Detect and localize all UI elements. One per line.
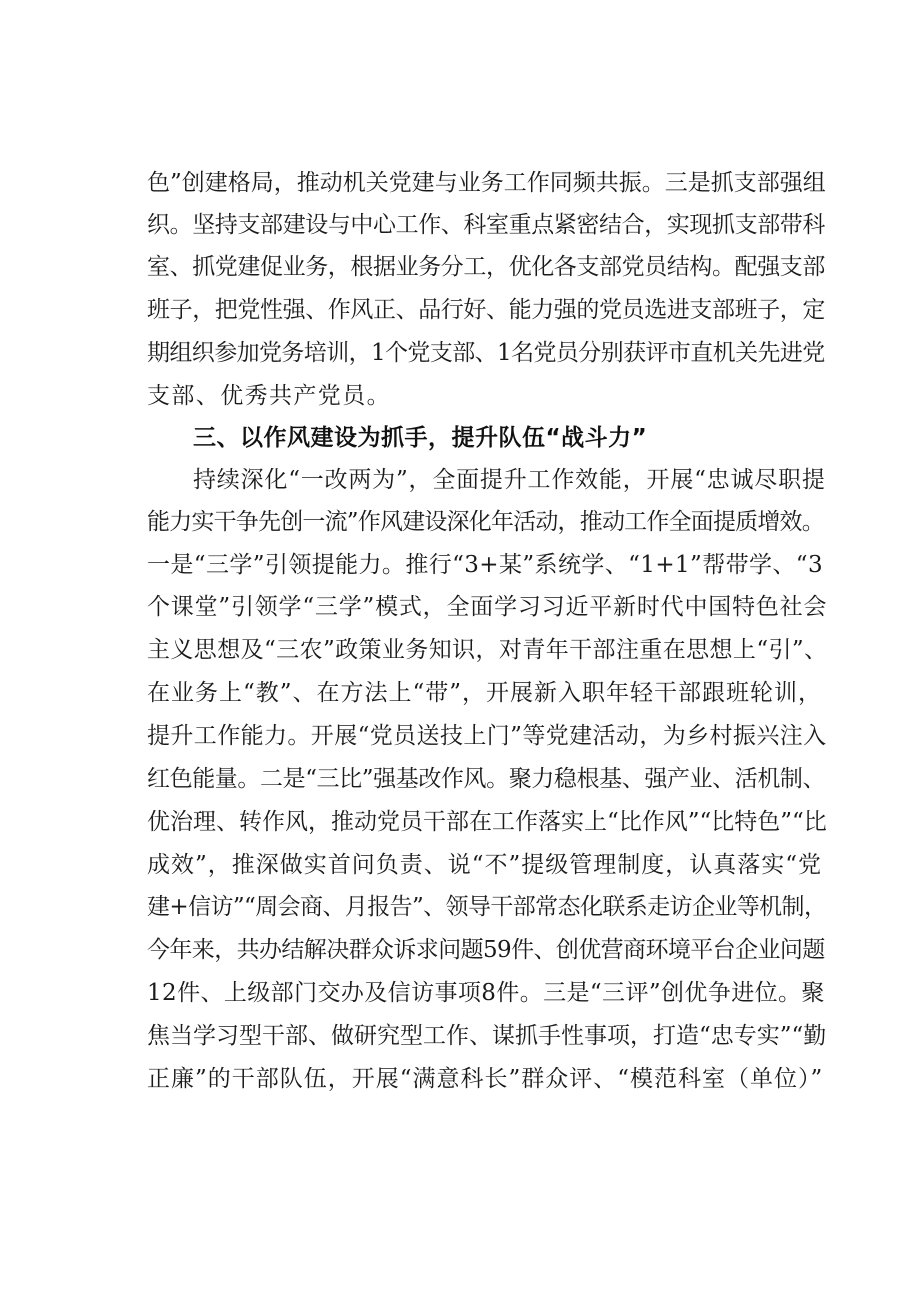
text-line: 织。坚持支部建设与中心工作、科室重点紧密结合，实现抓支部带科 [147, 212, 826, 238]
text-line: 在业务上“教”、在方法上“带”，开展新入职年轻干部跟班轮训， [147, 680, 823, 706]
text-line: 色”创建格局，推动机关党建与业务工作同频共振。三是抓支部强组 [147, 170, 826, 196]
text-line: 提升工作能力。开展“党员送技上门”等党建活动，为乡村振兴注入 [147, 723, 827, 749]
section-heading: 三、以作风建设为抓手，提升队伍“战斗力” [193, 425, 648, 451]
text-line: 优治理、转作风，推动党员干部在工作落实上“比作风”“比特色”“比 [147, 809, 827, 835]
text-line: 能力实干争先创一流”作风建设深化年活动，推动工作全面提质增效。 [147, 509, 824, 535]
text-line: 红色能量。二是“三比”强基改作风。聚力稳根基、强产业、活机制、 [147, 766, 826, 792]
text-line: 持续深化“一改两为”，全面提升工作效能，开展“忠诚尽职提 [193, 467, 826, 493]
text-line: 今年来，共办结解决群众诉求问题59件、创优营商环境平台企业问题 [147, 937, 825, 963]
text-line: 个课堂”引领学“三学”模式，全面学习习近平新时代中国特色社会 [147, 594, 828, 620]
text-line: 焦当学习型干部、做研究型工作、谋抓手性事项，打造“忠专实”“勤 [147, 1023, 827, 1049]
text-line: 室、抓党建促业务，根据业务分工，优化各支部党员结构。配强支部 [147, 254, 826, 280]
text-line: 期组织参加党务培训，1个党支部、1名党员分别获评市直机关先进党 [147, 340, 825, 366]
text-line: 正廉”的干部队伍，开展“满意科长”群众评、“模范科室（单位）” [147, 1066, 824, 1092]
text-line: 主义思想及“三农”政策业务知识，对青年干部注重在思想上“引”、 [147, 637, 828, 663]
text-line: 一是“三学”引领提能力。推行“3+某”系统学、“1+1”帮带学、“3 [147, 552, 823, 578]
text-line: 支部、优秀共产党员。 [147, 383, 391, 409]
text-line: 建+信访”“周会商、月报告”、领导干部常态化联系走访企业等机制， [147, 894, 827, 920]
text-line: 班子，把党性强、作风正、品行好、能力强的党员选进支部班子，定 [147, 297, 826, 323]
text-line: 12件、上级部门交办及信访事项8件。三是“三评”创优争进位。聚 [147, 980, 825, 1006]
text-line: 成效”，推深做实首问负责、说“不”提级管理制度，认真落实“党 [147, 852, 823, 878]
